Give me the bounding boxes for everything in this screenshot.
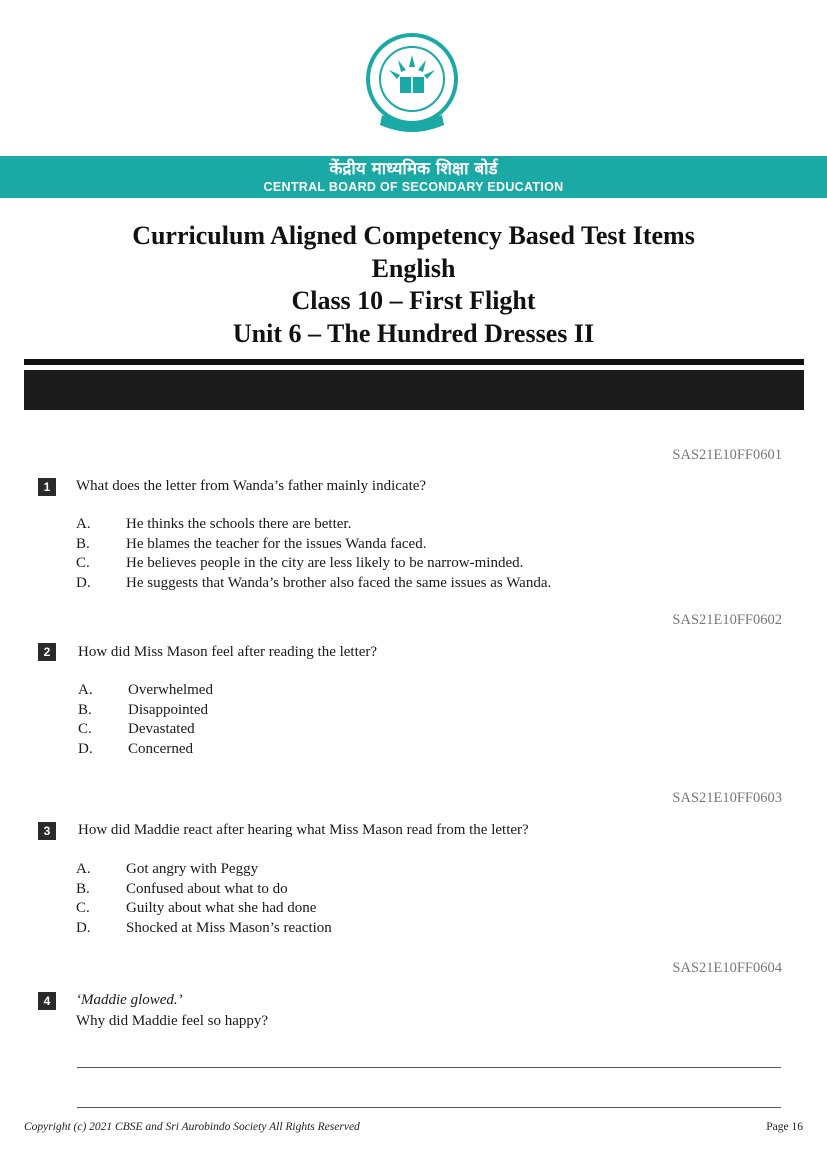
option-letter: C. [76, 555, 90, 571]
option-item [76, 900, 316, 917]
option-text: He suggests that Wanda’s brother also faced the same issues as Wanda. [126, 575, 552, 591]
logo-sun-rays [389, 55, 435, 79]
option-text: He believes people in the city are less likely to be narrow-minded. [126, 555, 524, 571]
page-number: Page 16 [766, 1121, 803, 1133]
question-code: SAS21E10FF0602 [672, 612, 782, 628]
option-text: Disappointed [128, 702, 208, 718]
board-name-hindi: केंद्रीय माध्यमिक शिक्षा बोर्ड [329, 159, 498, 179]
option-text: Shocked at Miss Mason’s reaction [126, 920, 332, 936]
option-item [78, 702, 208, 719]
option-letter: C. [78, 721, 92, 737]
option-text: Guilty about what she had done [126, 900, 317, 916]
option-item [78, 682, 213, 699]
title-line-3: Class 10 – First Flight [291, 286, 536, 315]
answer-line[interactable] [77, 1107, 781, 1108]
title-line-2: English [371, 253, 456, 283]
option-text: Overwhelmed [128, 682, 213, 698]
option-item [76, 516, 351, 533]
option-text: Confused about what to do [126, 881, 288, 897]
question-number: 1 [38, 478, 56, 496]
option-item [76, 861, 258, 878]
option-letter: B. [76, 881, 90, 897]
option-item [76, 555, 523, 572]
question-code: SAS21E10FF0603 [672, 790, 782, 806]
option-letter: A. [76, 861, 91, 877]
section-bar [24, 370, 804, 410]
question-number: 4 [38, 992, 56, 1010]
option-item [76, 536, 426, 553]
option-letter: C. [76, 900, 90, 916]
option-item [76, 575, 551, 592]
option-item [76, 881, 288, 898]
option-letter: B. [76, 536, 90, 552]
option-letter: D. [76, 920, 91, 936]
option-letter: D. [76, 575, 91, 591]
option-item [78, 721, 195, 738]
question-text: How did Miss Mason feel after reading the letter? [78, 644, 378, 660]
option-text: Concerned [128, 741, 193, 757]
question-code: SAS21E10FF0601 [672, 447, 782, 463]
question-code: SAS21E10FF0604 [672, 960, 782, 976]
document-titles [0, 220, 827, 350]
option-letter: D. [78, 741, 93, 757]
option-letter: A. [78, 682, 93, 698]
title-rule [24, 359, 804, 365]
question-text: What does the letter from Wanda’s father mainly indicate? [76, 478, 427, 494]
option-text: He thinks the schools there are better. [126, 516, 352, 532]
question-number: 3 [38, 822, 56, 840]
cbse-logo [362, 33, 462, 141]
option-item [78, 741, 193, 758]
answer-line[interactable] [77, 1067, 781, 1068]
board-name-english: CENTRAL BOARD OF SECONDARY EDUCATION [263, 180, 564, 194]
title-line-1: Curriculum Aligned Competency Based Test Items [132, 221, 695, 250]
copyright-text: Copyright (c) 2021 CBSE and Sri Aurobindo Society All Rights Reserved [24, 1121, 360, 1133]
question-quote: ‘Maddie glowed.’ [76, 992, 183, 1008]
question-text: How did Maddie react after hearing what Miss Mason read from the letter? [78, 822, 529, 838]
option-text: Devastated [128, 721, 195, 737]
title-line-4: Unit 6 – The Hundred Dresses II [232, 318, 595, 348]
option-letter: B. [78, 702, 92, 718]
board-name-band [0, 156, 827, 198]
option-text: He blames the teacher for the issues Wanda faced. [126, 536, 427, 552]
option-text: Got angry with Peggy [126, 861, 259, 877]
question-number: 2 [38, 643, 56, 661]
option-item [76, 920, 332, 937]
question-text: Why did Maddie feel so happy? [76, 1013, 269, 1029]
option-letter: A. [76, 516, 91, 532]
